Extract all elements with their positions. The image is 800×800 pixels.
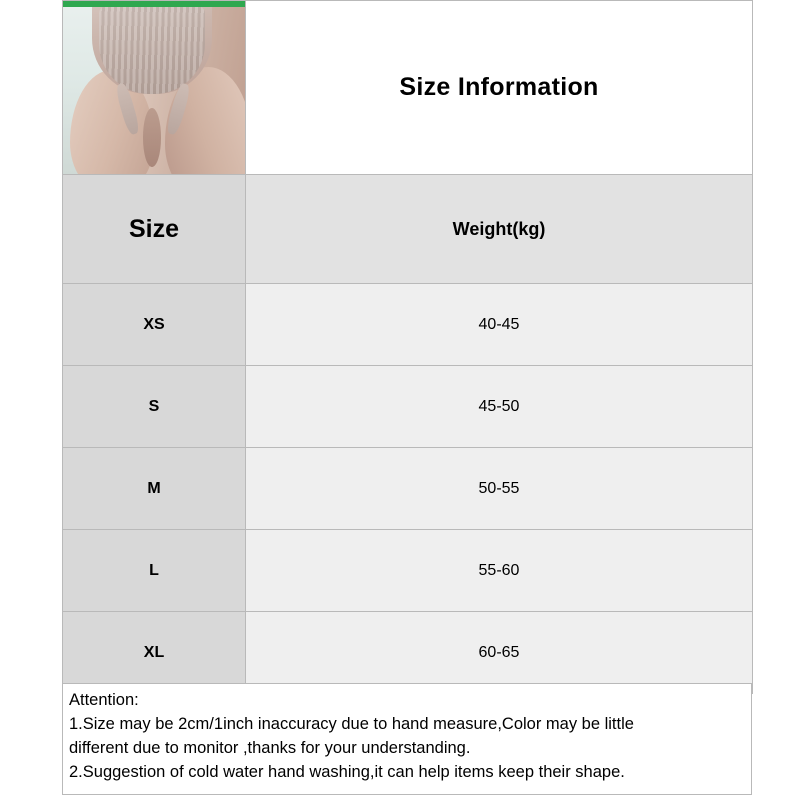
size-label-s: S <box>63 366 246 448</box>
photo-top-accent-bar <box>63 1 245 7</box>
table-row <box>63 366 753 448</box>
table-row <box>63 530 753 612</box>
attention-box <box>62 683 752 795</box>
weight-value-xl: 60-65 <box>246 612 753 694</box>
column-header-size: Size <box>63 175 246 284</box>
attention-line-1: 1.Size may be 2cm/1inch inaccuracy due to hand measure,Color may be little <box>69 715 634 733</box>
weight-value-m: 50-55 <box>246 448 753 530</box>
product-photo-cell <box>63 1 246 175</box>
attention-line-3: 2.Suggestion of cold water hand washing,it can help items keep their shape. <box>69 763 625 781</box>
attention-heading: Attention: <box>69 691 139 709</box>
size-label-xl: XL <box>63 612 246 694</box>
table-header-row <box>63 1 753 175</box>
product-photo <box>63 1 245 174</box>
table-row <box>63 284 753 366</box>
size-information-table <box>62 0 753 694</box>
size-label-m: M <box>63 448 246 530</box>
weight-value-s: 45-50 <box>246 366 753 448</box>
column-header-row <box>63 175 753 284</box>
weight-value-xs: 40-45 <box>246 284 753 366</box>
weight-value-l: 55-60 <box>246 530 753 612</box>
photo-shadow <box>143 108 161 167</box>
attention-line-2: different due to monitor ,thanks for your understanding. <box>69 739 471 757</box>
size-label-xs: XS <box>63 284 246 366</box>
column-header-weight: Weight(kg) <box>246 175 753 284</box>
chart-title: Size Information <box>246 1 753 175</box>
table-row <box>63 448 753 530</box>
table-row <box>63 612 753 694</box>
size-label-l: L <box>63 530 246 612</box>
